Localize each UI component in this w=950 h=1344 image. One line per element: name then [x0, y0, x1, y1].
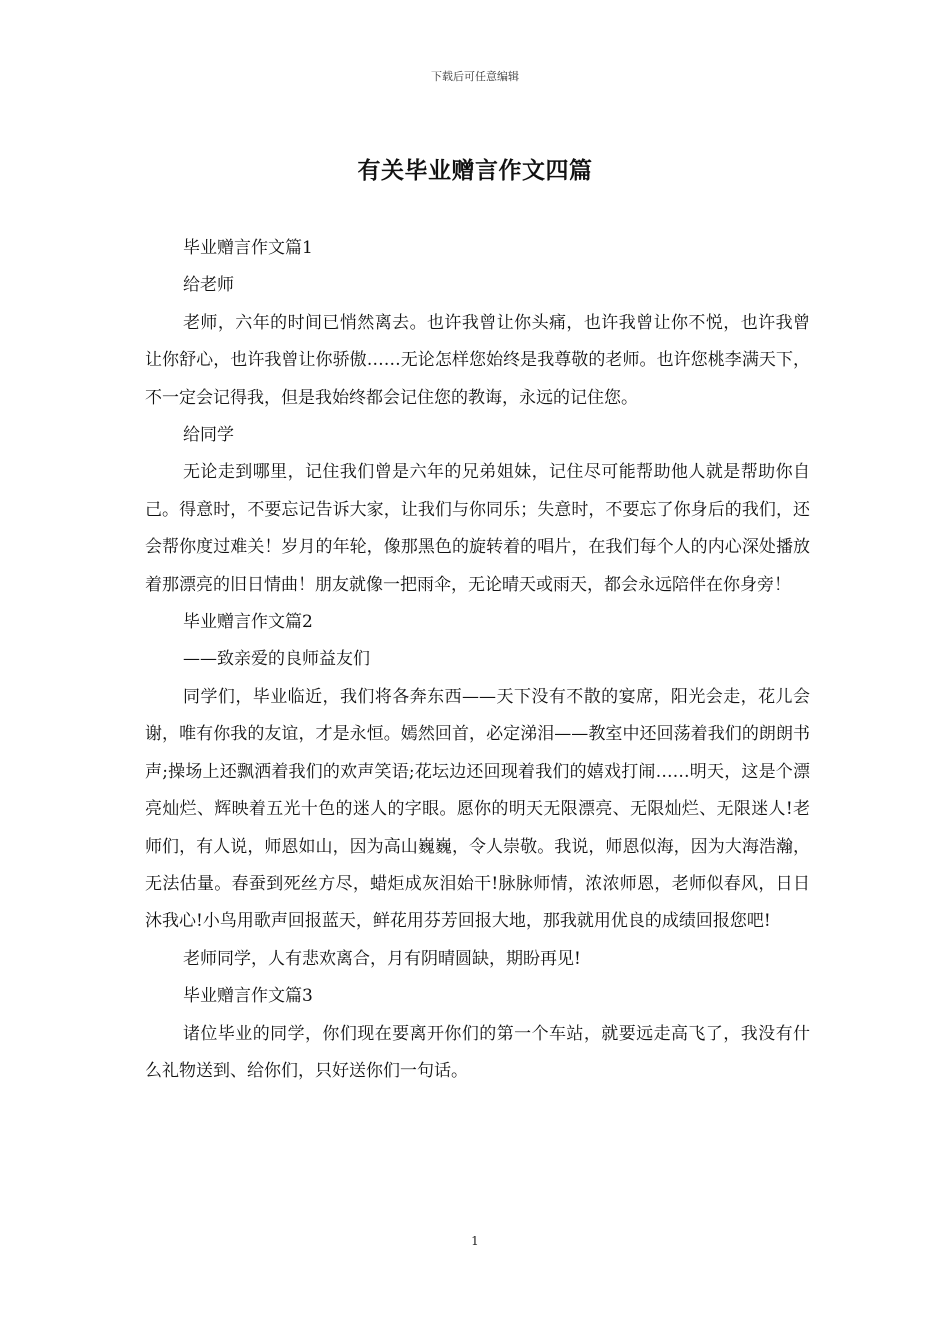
paragraph: 诸位毕业的同学，你们现在要离开你们的第一个车站，就要远走高飞了，我没有什么礼物送到、给你们，只好送你们一句话。	[145, 1023, 810, 1081]
subheading-to-classmates: 给同学	[183, 425, 234, 446]
paragraph: 同学们，毕业临近，我们将各奔东西——天下没有不散的宴席，阳光会走，花儿会谢，唯有你我的友谊，才是永恒。嫣然回首，必定涕泪——教室中还回荡着我们的朗朗书声;操场上还飘洒着我们的欢声笑语;花坛边还回现着我们的嬉戏打闹……明天，这是个漂亮灿烂、辉映着五光十色的迷人的字眼。愿你的明天无限漂亮、无限灿烂、无限迷人!老师们，有人说，师恩如山，因为高山巍巍，令人崇敬。我说，师恩似海，因为大海浩瀚，无法估量。春蚕到死丝方尽，蜡炬成灰泪始干!脉脉师情，浓浓师恩，老师似春风，日日沐我心!小鸟用歌声回报蓝天，鲜花用芬芳回报大地，那我就用优良的成绩回报您吧!	[145, 686, 810, 932]
document-title: 有关毕业赠言作文四篇	[357, 157, 593, 184]
section-heading-2: 毕业赠言作文篇2	[183, 612, 313, 633]
paragraph: 老师，六年的时间已悄然离去。也许我曾让你头痛，也许我曾让你不悦，也许我曾让你舒心，也许我曾让你骄傲……无论怎样您始终是我尊敬的老师。也许您桃李满天下，不一定会记得我，但是我始终都会记住您的教诲，永远的记住您。	[145, 312, 810, 408]
page-number: 1	[471, 1234, 479, 1248]
section-heading-3: 毕业赠言作文篇3	[183, 986, 313, 1007]
dedication-line: ——致亲爱的良师益友们	[183, 649, 370, 670]
section-heading-1: 毕业赠言作文篇1	[183, 238, 313, 258]
document-body	[145, 230, 810, 1090]
page-header: 下载后可任意编辑	[431, 70, 519, 83]
paragraph: 无论走到哪里，记住我们曾是六年的兄弟姐妹，记住尽可能帮助他人就是帮助你自己。得意时，不要忘记告诉大家，让我们与你同乐；失意时，不要忘了你身后的我们，还会帮你度过难关！岁月的年轮，像那黑色的旋转着的唱片，在我们每个人的内心深处播放着那漂亮的旧日情曲！朋友就像一把雨伞，无论晴天或雨天，都会永远陪伴在你身旁！	[145, 462, 810, 595]
subheading-to-teacher: 给老师	[183, 275, 234, 296]
paragraph: 老师同学，人有悲欢离合，月有阴晴圆缺，期盼再见!	[183, 948, 581, 969]
